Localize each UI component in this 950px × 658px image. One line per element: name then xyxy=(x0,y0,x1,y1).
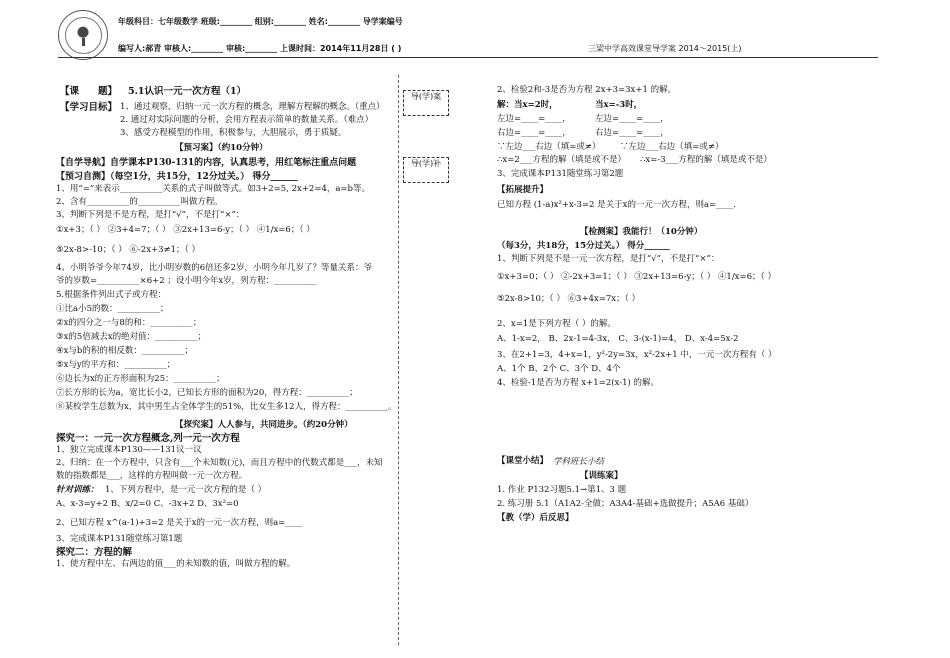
explore-2-step-1: 1、使方程中左、右两边的值___的未知数的值，叫做方程的解。 xyxy=(56,559,296,569)
training-1: 1. 作业 P132习题5.1→第1、3 题 xyxy=(497,485,627,495)
question-1: 1、用“=”来表示__________关系的式子叫做等式。如3+2=5, 2x+2=4，a=b等。 xyxy=(56,184,370,194)
drill-label: 针对训练： xyxy=(56,485,99,495)
explore-label: 【探究案】人人参与，共同进步。（约20分钟） xyxy=(175,420,353,430)
guide-box-1: 导(学)案 xyxy=(403,90,449,116)
test-2-options: A、1-x=2， B、2x-1=4-3x， C、3-(x-1)=4， D、x-4=5x-2 xyxy=(497,334,739,344)
guide-box-2: 导(学)补 xyxy=(403,157,449,183)
summary-text: 学科班长小结 xyxy=(553,457,605,467)
goal-2: 2. 通过对实际问题的分析，会用方程表示简单的数量关系。（难点） xyxy=(120,115,374,125)
check-label: 【检测案】我能行！（10分钟） xyxy=(580,227,703,237)
self-test: 【预习自测】（每空1分，共15分，12分过关。） 得分______ xyxy=(56,172,298,182)
header-line1: 年级科目：七年级数学 班级:________ 组别:________ 姓名:________ 导学案编号 xyxy=(118,17,403,26)
drill-2: 2、已知方程 x^(a-1)+3=2 是关于x的一元一次方程，则a=____ xyxy=(56,518,303,528)
school-name: 三梁中学高效课堂导学案 2014～2015(上) xyxy=(588,44,742,53)
compare-a: ∵左边___右边（填=或≠） xyxy=(497,142,601,152)
solution-a: 解：当x=2时， xyxy=(497,100,558,110)
question-3-options-a: ①x+3；（ ） ②3+4=7；（ ） ③2x+13=6-y；（ ） ④1/x=6；（ ） xyxy=(56,225,315,235)
training-label: 【训练案】 xyxy=(580,471,623,481)
drill-1: 1、下列方程中，是一元一次方程的是（ ） xyxy=(105,485,267,495)
school-seal-icon xyxy=(58,10,108,60)
test-3: 3、在2+1=3，4+x=1，y²-2y=3x，x²-2x+1 中，一元一次方程有（ ） xyxy=(497,350,777,360)
test-3-options: A、1个 B、2个 C、3个 D、4个 xyxy=(497,364,621,374)
question-3: 3、判断下列是不是方程，是打“√”，不是打“×”： xyxy=(56,210,245,220)
question-5-item-5: ⑤x与y的平方和：__________； xyxy=(56,360,176,370)
question-5-item-7: ⑦长方形的长为a，宽比长小2，已知长方形的面积为20，得方程：__________； xyxy=(56,388,358,398)
test-4: 4、检验-1是否为方程 x+1=2(x-1) 的解。 xyxy=(497,378,660,388)
explore-1-title: 探究一：一元一次方程概念,列一元一次方程 xyxy=(56,433,240,444)
right-side-b: 右边=____=____， xyxy=(595,128,669,138)
goal-3: 3、感受方程模型的作用，积极参与，大胆展示，勇于质疑。 xyxy=(120,128,347,138)
training-2: 2. 练习册 5.1（A1A2-全做；A3A4-基础+选做提升；A5A6 基础） xyxy=(497,499,754,509)
lesson-title: 5.1认识一元一次方程（1） xyxy=(128,86,247,97)
header-divider xyxy=(58,57,878,58)
explore-2-title: 探究二：方程的解 xyxy=(56,547,133,558)
question-4-line2: 爷的岁数=__________×6+2 ；设小明今年x岁，列方程：__________ xyxy=(56,276,317,286)
reflection-label: 【教（学）后反思】 xyxy=(497,513,574,523)
test-1-options-b: ⑤2x-8>10；（ ） ⑥3+4x=7x；（ ） xyxy=(497,294,641,304)
header-line2: 编写人:郝青 审核人:________ 审核:________ 上课时间：2014年11月28日 ( ) xyxy=(118,44,402,53)
check-2-question: 2、检验2和-3是否为方程 2x+3=3x+1 的解。 xyxy=(497,85,677,95)
check-score: （每3分，共18分，15分过关。） 得分______ xyxy=(497,241,670,251)
compare-b: ∵左边___右边（填=或≠） xyxy=(620,142,724,152)
fold-line xyxy=(398,75,399,645)
preview-label: 【预习案】（约10分钟） xyxy=(175,143,268,153)
question-5-item-2: ②x的四分之一与8的和：__________； xyxy=(56,318,202,328)
question-5-item-1: ①比a小5的数：__________； xyxy=(56,304,169,314)
question-5-item-3: ③x的5倍减去x的绝对值：__________； xyxy=(56,332,207,342)
drill-1-options: A、x-3=y+2 B、x/2=0 C、-3x+2 D、3x²=0 xyxy=(56,499,239,509)
solution-b: 当x=-3时， xyxy=(595,100,643,110)
explore-1-step-1: 1、独立完成课本P130——131议一议 xyxy=(56,445,202,455)
summary-label: 【课堂小结】 xyxy=(497,456,549,466)
question-4-line1: 4、小明爷爷今年74岁，比小明岁数的6倍还多2岁，小明今年几岁了？等量关系：爷 xyxy=(56,263,373,273)
explore-1-step-2a: 2、归纳：在一个方程中，只含有___个未知数(元)，而且方程中的代数式都是___，未知 xyxy=(56,458,383,468)
test-1-options-a: ①x+3=0；（ ） ②-2x+3=1；（ ） ③2x+13=6-y；（ ） ④1/x=6；（ ） xyxy=(497,272,776,282)
lesson-title-label: 【课 题】 xyxy=(60,86,118,97)
goal-1: 1、通过观察，归纳一元一次方程的概念，理解方程解的概念。（重点） xyxy=(120,102,385,112)
question-5: 5.根据条件列出式子或方程： xyxy=(56,290,167,300)
left-side-b: 左边=____=____， xyxy=(595,114,669,124)
self-guide: 【自学导航】自学课本P130-131的内容，认真思考，用红笔标注重点问题 xyxy=(56,158,357,168)
left-side-a: 左边=____=____， xyxy=(497,114,571,124)
conclude-a: ∴x=2___方程的解（填是或不是） xyxy=(497,155,626,165)
test-1: 1、判断下列是不是一元一次方程，是打“√”，不是打“×”： xyxy=(497,254,720,264)
right-side-a: 右边=____=____， xyxy=(497,128,571,138)
question-5-item-6: ⑥边长为x的正方形面积为25：__________； xyxy=(56,374,225,384)
question-5-item-4: ④x与b的积的相反数：__________； xyxy=(56,346,193,356)
question-2: 2、含有__________的__________叫做方程。 xyxy=(56,197,223,207)
extension-label: 【拓展提升】 xyxy=(497,185,549,195)
explore-1-step-2b: 数的指数都是___，这样的方程叫做一元一次方程。 xyxy=(56,471,248,481)
goals-label: 【学习目标】 xyxy=(60,102,118,113)
question-5-item-8: ⑧某校学生总数为x，其中男生占全体学生的51%，比女生多12人，得方程：__________。 xyxy=(56,402,397,412)
conclude-b: ∴x=-3___方程的解（填是或不是） xyxy=(640,155,772,165)
extension-question: 已知方程 (1-a)x²+x-3=2 是关于x的一元一次方程，则a=____. xyxy=(497,200,736,210)
question-3-options-b: ⑤2x-8>-10；（ ） ⑥-2x+3≠1；（ ） xyxy=(56,245,201,255)
drill-3: 3、完成课本P131随堂练习第1题 xyxy=(56,534,183,544)
test-2: 2、x=1是下列方程（ ）的解。 xyxy=(497,319,616,329)
check-3: 3、完成课本P131随堂练习第2题 xyxy=(497,169,624,179)
